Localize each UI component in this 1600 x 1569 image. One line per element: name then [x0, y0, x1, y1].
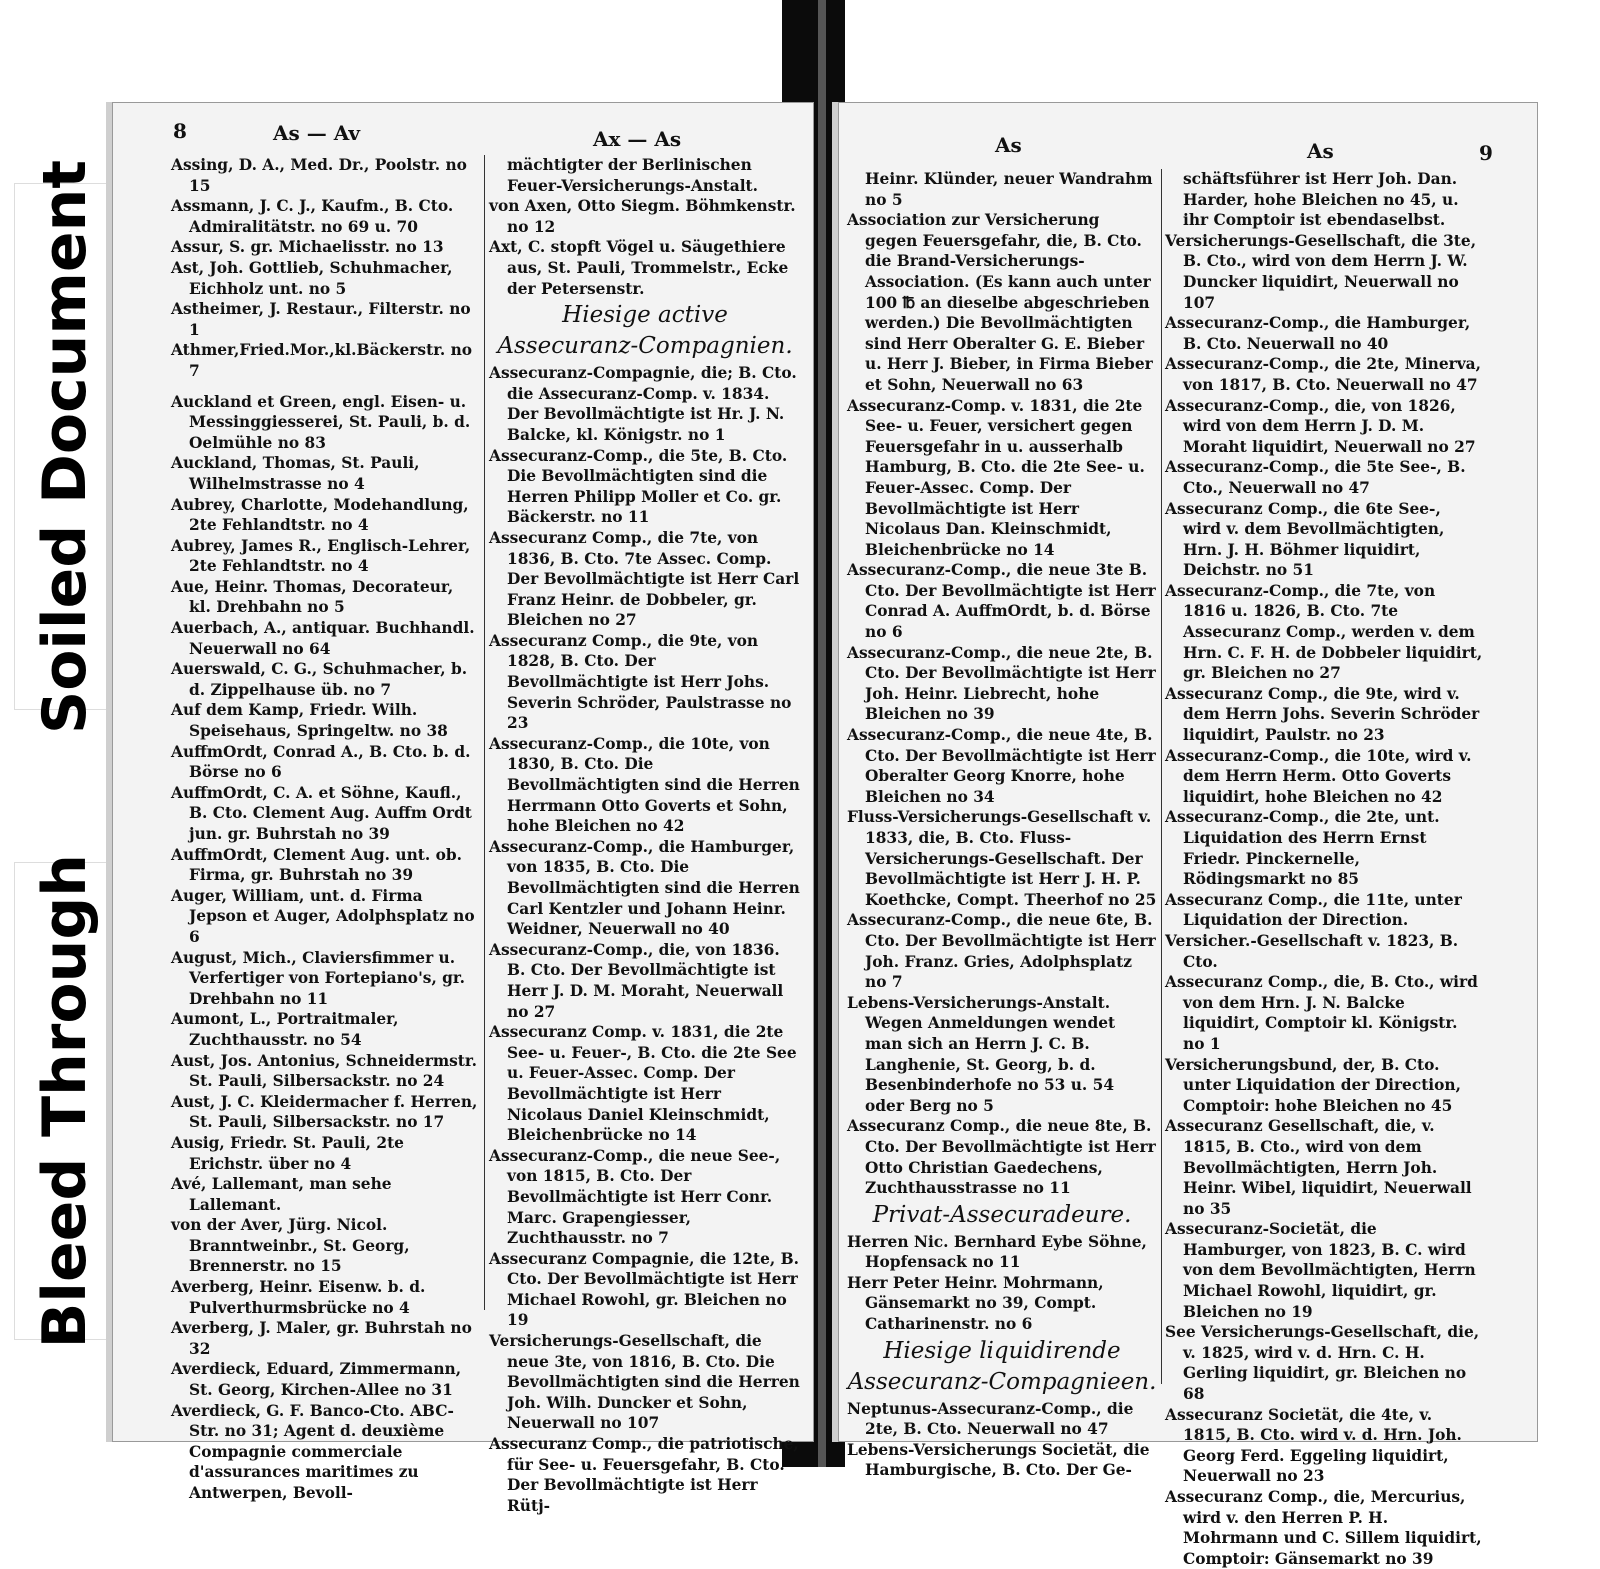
right-page [838, 102, 1538, 1568]
left-running-head-1: As — Av [273, 121, 361, 145]
right-running-head-2: As [1307, 139, 1334, 163]
directory-entry: Ausig, Friedr. St. Pauli, 2te Erichstr. über no 4 [171, 1133, 404, 1173]
right-column-1 [847, 169, 1157, 1481]
column-rule-left [484, 155, 485, 1310]
directory-entry: Aubrey, James R., Englisch-Lehrer, 2te Fehlandtstr. no 4 [171, 536, 471, 576]
directory-entry: Assecuranz Comp., die, Mercurius, wird v. den Herren P. H. Mohrmann und C. Sillem liquidirt, Comptoir: Gänsemarkt no 39 [1165, 1488, 1482, 1568]
col2-continuation: mächtigter der Berlinischen Feuer-Versicherungs-Anstalt. [507, 156, 759, 195]
directory-entry: Herren Nic. Bernhard Eybe Söhne, Hopfensack no 11 [847, 1232, 1147, 1272]
directory-entry: Assecuranz-Comp., die neue 6te, B. Cto. Der Bevollmächtigte ist Herr Joh. Franz. Gries, Adolphsplatz no 7 [847, 911, 1156, 992]
left-page-number: 8 [173, 119, 187, 143]
right-page-number: 9 [1479, 141, 1493, 165]
left-running-head-2: Ax — As [593, 127, 682, 151]
directory-entry: Averberg, Heinr. Eisenw. b. d. Pulverthurmsbrücke no 4 [171, 1278, 426, 1317]
directory-entry: Ast, Joh. Gottlieb, Schuhmacher, Eichholz unt. no 5 [171, 258, 453, 298]
directory-entry: Athmer,Fried.Mor.,kl.Bäckerstr. no 7 [171, 341, 473, 380]
directory-entry: Auger, William, unt. d. Firma Jepson et Auger, Adolphsplatz no 6 [171, 886, 475, 946]
directory-entry: Versicher.-Gesellschaft v. 1823, B. Cto. [1165, 931, 1459, 971]
directory-entry: Assur, S. gr. Michaelisstr. no 13 [171, 238, 444, 257]
directory-entry: Aubrey, Charlotte, Modehandlung, 2te Fehlandtstr. no 4 [171, 495, 469, 535]
col4-continuation: schäftsführer ist Herr Joh. Dan. Harder, hohe Bleichen no 45, u. ihr Comptoir ist ebendaselbst. [1183, 170, 1459, 230]
soiled-document-text: Soiled Document [30, 159, 100, 734]
directory-entry: Assecuranz-Compagnie, die; B. Cto. die Assecuranz-Comp. v. 1834. Der Bevollmächtigte ist Hr. J. N. Balcke, kl. Königstr. no 1 [489, 364, 797, 444]
directory-entry: Neptunus-Assecuranz-Comp., die 2te, B. Cto. Neuerwall no 47 [847, 1399, 1134, 1439]
section-heading-active: Hiesige active [562, 302, 728, 329]
directory-entry: Lebens-Versicherungs-Anstalt. Wegen Anmeldungen wendet man sich an Herrn J. C. B. Langhenie, St. Georg, b. d. Besenbinderhofe no 53 u. 54 oder Berg no 5 [847, 993, 1116, 1115]
right-running-head-1: As [995, 133, 1022, 157]
section-heading-assecuranz: Assecuranz-Compagnien. [497, 333, 793, 360]
directory-entry: Assecuranz-Comp. v. 1831, die 2te See- u. Feuer, versichert gegen Feuersgefahr in u. ausserhalb Hamburg, B. Cto. die 2te See- u. Feuer-Assec. Comp. Der Bevollmächtigte ist Herr Nicolaus Dan. Kleinschmidt, Bleichenbrücke no 14 [847, 396, 1145, 559]
directory-entry: von Axen, Otto Siegm. Böhmkenstr. no 12 [489, 197, 796, 236]
directory-entry: AuffmOrdt, Clement Aug. unt. ob. Firma, gr. Buhrstah no 39 [171, 845, 462, 885]
directory-entry: Assecuranz-Societät, die Hamburger, von 1823, B. C. wird von dem Bevollmächtigten, Herrn Michael Rowohl, liquidirt, gr. Bleichen no 19 [1165, 1220, 1476, 1321]
directory-entry: Association zur Versicherung gegen Feuersgefahr, die, B. Cto. die Brand-Versicherungs-Association. (Es kann auch unter 100 ℔ an dieselbe abgeschrieben werden.) Die Bevollmächtigten sind Herr Oberalter G. E. Bieber u. Herr J. Bieber, in Firma Bieber et Sohn, Neuerwall no 63 [847, 211, 1153, 394]
directory-entry: Astheimer, J. Restaur., Filterstr. no 1 [171, 300, 471, 339]
directory-entry: Aust, Jos. Antonius, Schneidermstr. St. Pauli, Silbersackstr. no 24 [171, 1051, 477, 1091]
directory-entry: Assecuranz-Comp., die neue 2te, B. Cto. Der Bevollmächtigte ist Herr Joh. Heinr. Liebrecht, hohe Bleichen no 39 [847, 643, 1156, 724]
directory-entry: Assecuranz-Comp., die Hamburger, B. Cto. Neuerwall no 40 [1165, 314, 1471, 353]
col3-entries [847, 210, 1157, 1199]
directory-entry: AuffmOrdt, Conrad A., B. Cto. b. d. Börse no 6 [171, 742, 471, 782]
directory-entry: Assecuranz-Comp., die 5te See-, B. Cto., Neuerwall no 47 [1165, 458, 1466, 497]
directory-entry: Assecuranz Comp., die 9te, von 1828, B. Cto. Der Bevollmächtigte ist Herr Johs. Severin Schröder, Paulstrasse no 23 [489, 631, 792, 733]
directory-entry: Assing, D. A., Med. Dr., Poolstr. no 15 [171, 156, 467, 195]
col4-entries [1165, 231, 1483, 1569]
directory-entry: Assecuranz Comp., die, B. Cto., wird von dem Hrn. J. N. Balcke liquidirt, Comptoir kl. Königstr. no 1 [1165, 973, 1478, 1053]
col3-b-entries [847, 1232, 1157, 1335]
col1-entries [171, 155, 479, 1504]
directory-entry: Auckland et Green, engl. Eisen- u. Messinggiesserei, St. Pauli, b. d. Oelmühle no 83 [171, 392, 471, 452]
section-heading-liquidirende: Hiesige liquidirende [883, 1337, 1121, 1364]
directory-entry: Averdieck, Eduard, Zimmermann, St. Georg, Kirchen-Allee no 31 [171, 1360, 462, 1400]
directory-entry: Assecuranz-Comp., die 10te, von 1830, B. Cto. Die Bevollmächtigten sind die Herren Herrmann Otto Goverts et Sohn, hohe Bleichen no 42 [489, 734, 800, 836]
directory-entry: Assecuranz Comp., die 9te, wird v. dem Herrn Johs. Severin Schröder liquidirt, Paulstr. no 23 [1165, 684, 1480, 745]
right-column-2 [1165, 169, 1483, 1569]
directory-entry: Assecuranz Societät, die 4te, v. 1815, B. Cto. wird v. d. Hrn. Joh. Georg Ferd. Eggeling liquidirt, Neuerwall no 23 [1165, 1405, 1462, 1486]
directory-entry: Assecuranz-Comp., die neue See-, von 1815, B. Cto. Der Bevollmächtigte ist Herr Conr. Marc. Grapengiesser, Zuchthausstr. no 7 [489, 1146, 781, 1248]
directory-entry: Aumont, L., Portraitmaler, Zuchthausstr. no 54 [171, 1010, 399, 1049]
directory-entry: Assecuranz Comp., die patriotische, für See- u. Feuersgefahr, B. Cto. Der Bevollmächtigte ist Herr Rütj- [489, 1435, 799, 1515]
directory-entry: Assecuranz-Comp., die 7te, von 1816 u. 1826, B. Cto. 7te Assecuranz Comp., werden v. dem Hrn. C. F. H. de Dobbeler liquidirt, gr. Bleichen no 27 [1165, 581, 1483, 683]
directory-entry: Avé, Lallemant, man sehe Lallemant. [171, 1175, 392, 1214]
directory-entry: Assecuranz-Comp., die 5te, B. Cto. Die Bevollmächtigten sind die Herren Philipp Moller et Co. gr. Bäckerstr. no 11 [489, 446, 788, 527]
left-page [112, 102, 814, 1515]
directory-entry: Versicherungs-Gesellschaft, die neue 3te, von 1816, B. Cto. Die Bevollmächtigten sind die Herren Joh. Wilh. Duncker et Sohn, Neuerwall no 107 [489, 1332, 800, 1433]
binder-highlight [818, 0, 826, 1467]
directory-entry: Assecuranz-Comp., die 10te, wird v. dem Herrn Herm. Otto Goverts liquidirt, hohe Bleichen no 42 [1165, 746, 1472, 806]
directory-entry: AuffmOrdt, C. A. et Söhne, Kaufl., B. Cto. Clement Aug. Auffm Ordt jun. gr. Buhrstah no 39 [171, 783, 472, 843]
directory-entry: Assecuranz-Comp., die neue 4te, B. Cto. Der Bevollmächtigte ist Herr Oberalter Georg Knorre, hohe Bleichen no 34 [847, 726, 1156, 806]
directory-entry: Auckland, Thomas, St. Pauli, Wilhelmstrasse no 4 [171, 454, 420, 493]
directory-entry: Versicherungsbund, der, B. Cto. unter Liquidation der Direction, Comptoir: hohe Bleichen no 45 [1165, 1055, 1461, 1115]
left-column-1 [171, 155, 479, 1504]
directory-entry: Axt, C. stopft Vögel u. Säugethiere aus, St. Pauli, Trommelstr., Ecke der Petersenstr. [489, 238, 789, 298]
directory-entry: Assecuranz Comp., die 6te See-, wird v. dem Bevollmächtigten, Hrn. J. H. Böhmer liquidirt, Deichstr. no 51 [1165, 499, 1445, 580]
column-rule-right [1161, 169, 1162, 1384]
directory-entry: Auf dem Kamp, Friedr. Wilh. Speisehaus, Springeltw. no 38 [171, 701, 448, 741]
directory-entry: Assecuranz-Comp., die 2te, Minerva, von 1817, B. Cto. Neuerwall no 47 [1165, 355, 1481, 394]
directory-entry: Assecuranz Comp., die 7te, von 1836, B. Cto. 7te Assec. Comp. Der Bevollmächtigte ist Herr Carl Franz Heinr. de Dobbeler, gr. Bleichen no 27 [489, 528, 800, 630]
directory-entry: Fluss-Versicherungs-Gesellschaft v. 1833, die, B. Cto. Fluss-Versicherungs-Gesellschaft. Der Bevollmächtigte ist Herr J. H. P. Koethcke, Compt. Theerhof no 25 [847, 808, 1157, 909]
directory-entry: Assecuranz Gesellschaft, die, v. 1815, B. Cto., wird von dem Bevollmächtigten, Herrn Joh. Heinr. Wibel, liquidirt, Neuerwall no 35 [1165, 1117, 1472, 1218]
directory-entry: Auerswald, C. G., Schuhmacher, b. d. Zippelhause üb. no 7 [171, 660, 468, 699]
col2-pre-entries [489, 196, 801, 299]
directory-entry: Aue, Heinr. Thomas, Decorateur, kl. Drehbahn no 5 [171, 577, 454, 617]
directory-entry: Assecuranz-Comp., die, von 1826, wird von dem Herrn J. D. M. Moraht liquidirt, Neuerwall no 27 [1165, 396, 1476, 456]
directory-entry: Averberg, J. Maler, gr. Buhrstah no 32 [171, 1319, 472, 1358]
directory-entry: Assecuranz-Comp., die Hamburger, von 1835, B. Cto. Die Bevollmächtigten sind die Herren Carl Kentzler und Johann Heinr. Weidner, Neuerwall no 40 [489, 837, 800, 939]
section-heading-privat: Privat-Assecuradeure. [872, 1201, 1132, 1228]
col3-continuation: Heinr. Klünder, neuer Wandrahm no 5 [865, 170, 1153, 209]
directory-entry: Averdieck, G. F. Banco-Cto. ABC-Str. no 31; Agent d. deuxième Compagnie commerciale d'assurances maritimes zu Antwerpen, Bevoll- [171, 1401, 454, 1502]
bleed-through-text: Bleed Through [30, 853, 100, 1349]
directory-entry: Assecuranz Compagnie, die 12te, B. Cto. Der Bevollmächtigte ist Herr Michael Rowohl, gr. Bleichen no 19 [489, 1249, 799, 1330]
left-column-2 [489, 155, 801, 1516]
directory-entry: Assmann, J. C. J., Kaufm., B. Cto. Admiralitätstr. no 69 u. 70 [171, 197, 454, 236]
directory-entry: von der Aver, Jürg. Nicol. Branntweinbr., St. Georg, Brennerstr. no 15 [171, 1216, 410, 1276]
directory-entry: See Versicherungs-Gesellschaft, die, v. 1825, wird v. d. Hrn. C. H. Gerling liquidirt, gr. Bleichen no 68 [1165, 1323, 1480, 1404]
directory-entry: Assecuranz Comp., die 11te, unter Liquidation der Direction. [1165, 890, 1462, 930]
bleed-through-label [14, 853, 116, 1349]
directory-entry: Lebens-Versicherungs Societät, die Hamburgische, B. Cto. Der Ge- [847, 1440, 1150, 1480]
directory-entry: Aust, J. C. Kleidermacher f. Herren, St. Pauli, Silbersackstr. no 17 [171, 1092, 478, 1132]
directory-entry: August, Mich., Claviersfimmer u. Verfertiger von Fortepiano's, gr. Drehbahn no 11 [171, 948, 465, 1008]
col3-c-entries [847, 1399, 1157, 1481]
directory-entry: Assecuranz-Comp., die neue 3te B. Cto. Der Bevollmächtigte ist Herr Conrad A. AuffmOrdt, b. d. Börse no 6 [847, 561, 1156, 642]
directory-entry: Auerbach, A., antiquar. Buchhandl. Neuerwall no 64 [171, 619, 475, 658]
col2-entries [489, 363, 801, 1516]
directory-entry: Assecuranz-Comp., die, von 1836. B. Cto. Der Bevollmächtigte ist Herr J. D. M. Moraht, Neuerwall no 27 [489, 940, 784, 1021]
directory-entry: Versicherungs-Gesellschaft, die 3te, B. Cto., wird von dem Herrn J. W. Duncker liquidirt, Neuerwall no 107 [1165, 231, 1477, 312]
section-heading-compagnieen: Assecuranz-Compagnieen. [847, 1368, 1157, 1395]
soiled-document-label [14, 159, 116, 734]
directory-entry: Assecuranz Comp. v. 1831, die 2te See- u. Feuer-, B. Cto. die 2te See u. Feuer-Assec. Comp. Der Bevollmächtigte ist Herr Nicolaus Daniel Kleinschmidt, Bleichenbrücke no 14 [489, 1023, 797, 1145]
directory-entry: Assecuranz-Comp., die 2te, unt. Liquidation des Herrn Ernst Friedr. Pinckernelle, Rödingsmarkt no 85 [1165, 808, 1440, 889]
directory-entry: Assecuranz Comp., die neue 8te, B. Cto. Der Bevollmächtigte ist Herr Otto Christian Gaedechens, Zuchthausstrasse no 11 [847, 1117, 1156, 1198]
directory-entry: Herr Peter Heinr. Mohrmann, Gänsemarkt no 39, Compt. Catharinenstr. no 6 [847, 1273, 1104, 1334]
